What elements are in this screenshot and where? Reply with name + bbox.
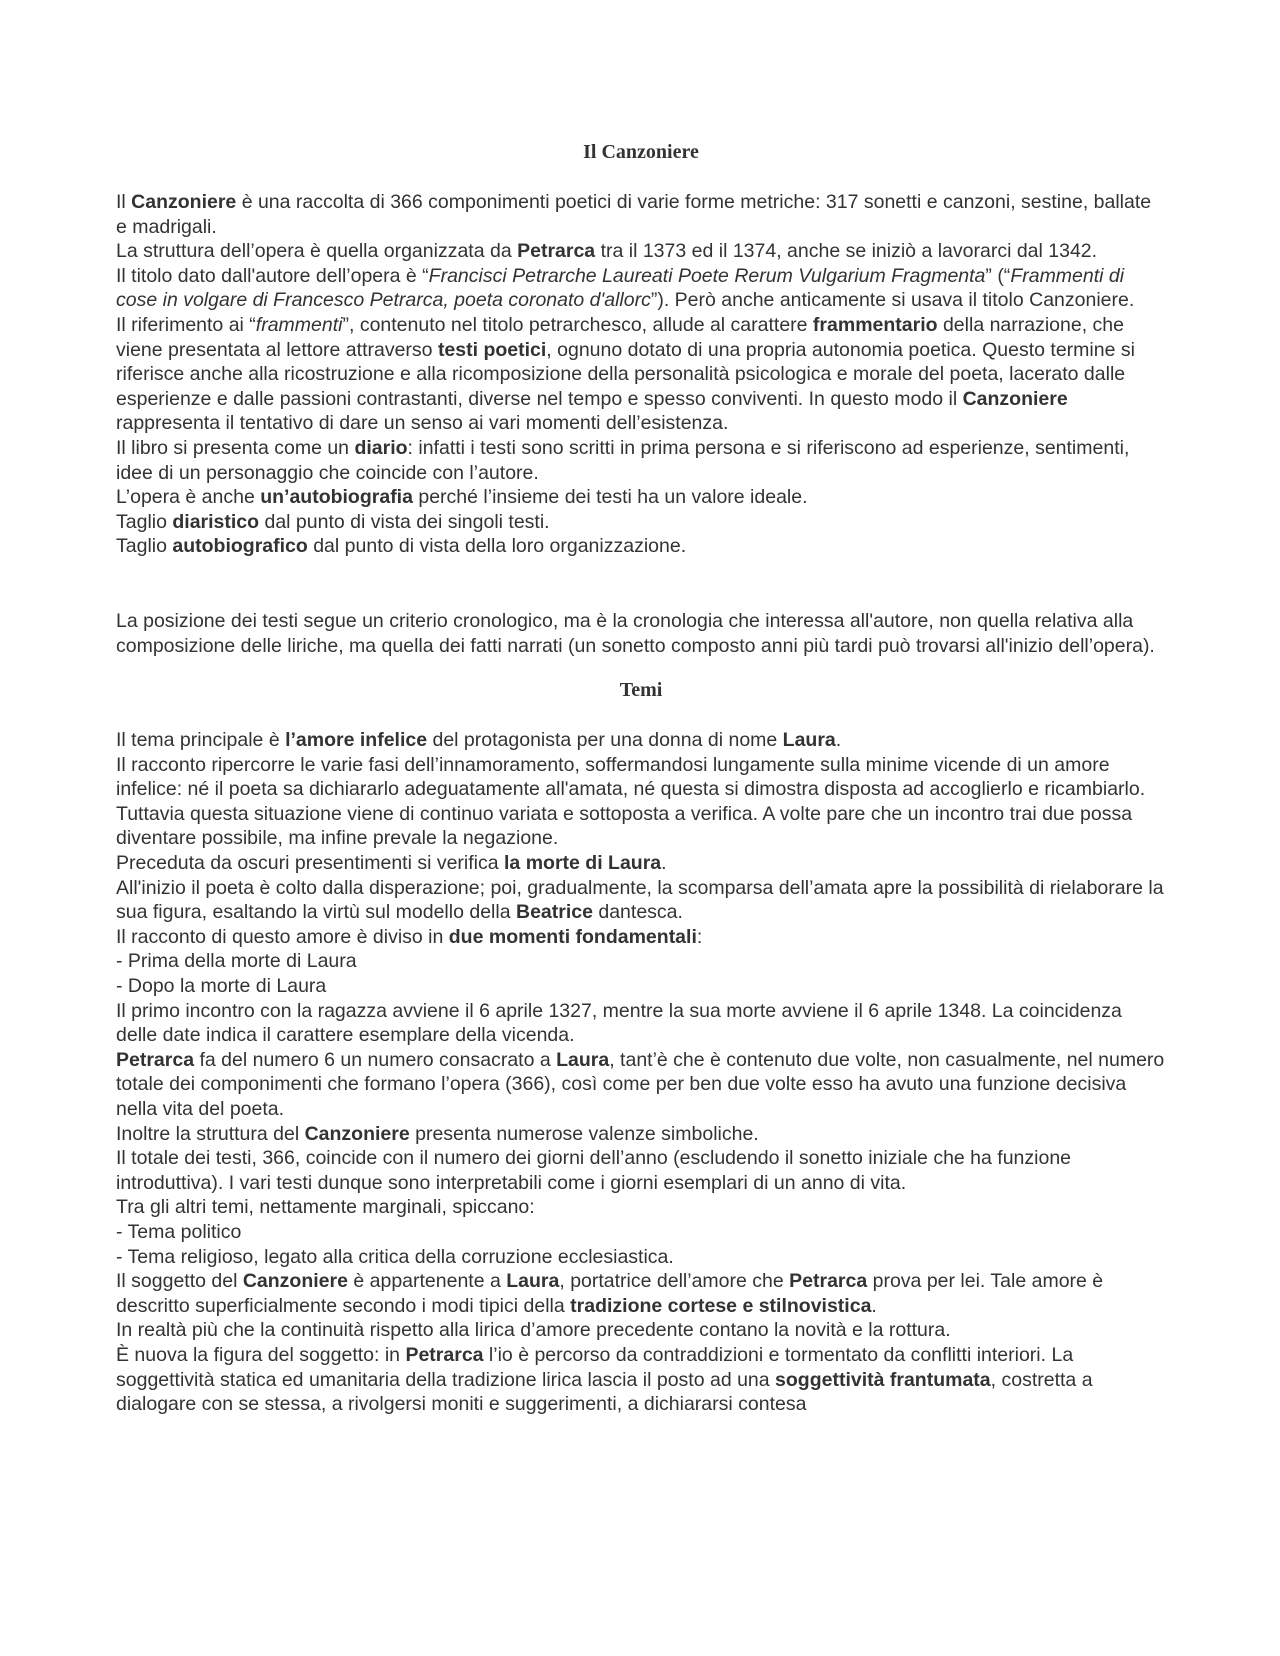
spacer [116, 559, 1166, 609]
text-run: Il racconto di questo amore è diviso in [116, 925, 449, 948]
paragraph [116, 999, 1166, 1048]
text-run: Il tema principale è [116, 729, 286, 752]
text-run: ”, contenuto nel titolo petrarchesco, allude al carattere [342, 313, 813, 336]
text-run: - Dopo la morte di Laura [116, 975, 327, 998]
paragraph [116, 1269, 1166, 1318]
text-run: : infatti i testi sono scritti in prima persona e si riferiscono ad esperienze, sentimenti, idee di un personaggio che coincide con l’autore. [116, 436, 1130, 484]
paragraph [116, 510, 1166, 535]
bold-text: Petrarca [789, 1270, 868, 1293]
text-run: L’opera è anche [116, 486, 261, 509]
italic-text: Francisci Petrarche Laureati Poete Rerum Vulgarium Fragmenta [428, 264, 986, 287]
text-run: dantesca. [592, 901, 683, 924]
text-run: , ognuno dotato di una propria autonomia poetica. Questo termine si riferisce anche alla ricostruzione e alla ricomposizione della personalità psicologica e morale del poeta, lacerato dalle esperienze e dalle passioni contrastanti, diverse nel tempo e spesso conviventi. In questo modo il [116, 338, 1135, 410]
bold-text: Laura [506, 1270, 560, 1293]
text-run: presenta numerose valenze simboliche. [409, 1122, 759, 1145]
text-run: . [835, 729, 842, 752]
paragraph [116, 534, 1166, 559]
text-run: ” (“ [985, 264, 1011, 287]
text-run: dal punto di vista dei singoli testi. [259, 510, 550, 533]
bold-text: autobiografico [172, 535, 308, 558]
text-run: prova per lei. Tale amore è descritto superficialmente secondo i modi tipici della [116, 1270, 1104, 1317]
paragraph [116, 1195, 1166, 1220]
paragraph [116, 485, 1166, 510]
bold-text: diaristico [172, 510, 260, 533]
bold-text: soggettività frantumata [775, 1368, 991, 1391]
italic-text: frammenti [255, 313, 343, 336]
text-run: tra il 1373 ed il 1374, anche se iniziò a lavorarci dal 1342. [595, 240, 1098, 263]
bold-text: l’amore infelice [285, 729, 428, 752]
paragraph [116, 974, 1166, 999]
bold-text: tradizione cortese e stilnovistica [570, 1294, 872, 1317]
text-run: Il soggetto del [116, 1270, 243, 1293]
bold-text: Canzoniere [242, 1270, 348, 1293]
section-intro [116, 190, 1166, 559]
bold-text: Canzoniere [304, 1122, 410, 1145]
text-run: , tant’è che è contenuto due volte, non casualmente, nel numero totale dei componimenti che formano l’opera (366), così come per ben due volte esso ha avuto una funzione decisiva nella vita del poeta. [116, 1048, 1165, 1120]
document-page [116, 140, 1166, 1417]
text-run: perché l’insieme dei testi ha un valore ideale. [412, 486, 808, 509]
text-run: Il [116, 191, 132, 213]
paragraph [116, 1318, 1166, 1343]
bold-text: Canzoniere [962, 387, 1068, 410]
text-run: All'inizio il poeta è colto dalla disperazione; poi, gradualmente, la scomparsa dell’amata apre la possibilità di rielaborare la sua figura, esaltando la virtù sul modello della [116, 876, 1164, 924]
bold-text: Petrarca [405, 1343, 484, 1366]
text-run: Il totale dei testi, 366, coincide con il numero dei giorni dell’anno (escludendo il sonetto iniziale che ha funzione introduttiva). I vari testi dunque sono interpretabili come i giorni esemplari di un anno di vita. [116, 1147, 1072, 1194]
paragraph [116, 851, 1166, 876]
paragraph [116, 1220, 1166, 1245]
bold-text: Laura [782, 729, 836, 752]
paragraph [116, 436, 1166, 485]
text-run: Il libro si presenta come un [116, 436, 355, 459]
paragraph [116, 925, 1166, 950]
paragraph [116, 949, 1166, 974]
paragraph [116, 239, 1166, 264]
text-run: . [661, 852, 667, 875]
paragraph [116, 753, 1166, 851]
paragraph [116, 1245, 1166, 1270]
text-run: Inoltre la struttura del [116, 1122, 305, 1145]
paragraph [116, 190, 1166, 239]
paragraph [116, 728, 1166, 753]
text-run: Il riferimento ai “ [116, 313, 256, 336]
text-run: fa del numero 6 un numero consacrato a [194, 1048, 557, 1071]
section-temi [116, 728, 1166, 1417]
text-run: È nuova la figura del soggetto: in [116, 1343, 406, 1366]
text-run: Tra gli altri temi, nettamente marginali, spiccano: [116, 1196, 535, 1219]
text-run: Taglio [116, 510, 173, 533]
text-run: . [871, 1294, 877, 1317]
text-run: , costretta a dialogare con se stessa, a rivolgersi moniti e suggerimenti, a dichiararsi contesa [116, 1368, 1093, 1416]
bold-text: diario [354, 436, 408, 459]
text-run: - Prima della morte di Laura [116, 950, 357, 973]
text-run: - Tema politico [116, 1220, 242, 1243]
text-run: è appartenente a [347, 1270, 507, 1293]
bold-text: la morte di Laura [504, 852, 662, 875]
paragraph [116, 1048, 1166, 1122]
text-run: - Tema religioso, legato alla critica della corruzione ecclesiastica. [116, 1245, 674, 1268]
text-run: , portatrice dell’amore che [559, 1270, 790, 1293]
text-run: Taglio [116, 535, 173, 558]
text-run: Il racconto ripercorre le varie fasi dell’innamoramento, soffermandosi lungamente sulla minime vicende di un amore infelice: né il poeta sa dichiararlo adeguatamente all'amata, né questa si dimostra disposta ad accoglierlo e ricambiarlo. Tuttavia questa situazione viene di continuo variata e sottoposta a verifica. A volte pare che un incontro trai due possa diventare possibile, ma infine prevale la negazione. [116, 753, 1146, 850]
text-run: rappresenta il tentativo di dare un senso ai vari momenti dell’esistenza. [116, 412, 729, 435]
text-run: ”). Però anche anticamente si usava il titolo Canzoniere. [650, 289, 1135, 312]
italic-text: Frammenti di cose in volgare di Francesco Petrarca, poeta coronato d'allorc [116, 264, 1125, 312]
bold-text: due momenti fondamentali [448, 925, 697, 948]
text-run: La struttura dell’opera è quella organizzata da [116, 240, 518, 263]
bold-text: testi poetici [437, 338, 547, 361]
bold-text: un’autobiografia [260, 486, 413, 509]
text-run: Preceduta da oscuri presentimenti si verifica [116, 852, 505, 875]
bold-text: Petrarca [116, 1048, 195, 1071]
paragraph [116, 313, 1166, 436]
text-run: : [696, 925, 703, 948]
section-title-temi: Temi [619, 679, 663, 702]
bold-text: Beatrice [515, 901, 593, 924]
paragraph [116, 609, 1166, 658]
paragraph [116, 876, 1166, 925]
text-run: Il titolo dato dall'autore dell’opera è “ [116, 264, 429, 287]
bold-text: Laura [556, 1048, 610, 1071]
text-run: La posizione dei testi segue un criterio cronologico, ma è la cronologia che interessa all'autore, non quella relativa alla composizione delle liriche, ma quella dei fatti narrati (un sonetto composto anni più tardi può trovarsi all'inizio dell’opera). [116, 609, 1155, 657]
text-run: della narrazione, che viene presentata al lettore attraverso [116, 313, 1124, 361]
text-run: l’io è percorso da contraddizioni e tormentato da conflitti interiori. La soggettività statica ed umanitaria della tradizione lirica lascia il posto ad una [116, 1343, 1074, 1391]
text-run: è una raccolta di 366 componimenti poetici di varie forme metriche: 317 sonetti e canzoni, sestine, ballate e madrigali. [116, 191, 1152, 238]
bold-text: Petrarca [517, 240, 596, 263]
bold-text: Canzoniere [131, 191, 237, 213]
text-run: In realtà più che la continuità rispetto alla lirica d’amore precedente contano la novità e la rottura. [116, 1319, 951, 1342]
text-run: del protagonista per una donna di nome [427, 729, 783, 752]
paragraph [116, 1343, 1166, 1417]
document-title: Il Canzoniere [583, 141, 699, 163]
text-run: dal punto di vista della loro organizzazione. [307, 535, 687, 558]
text-run: Il primo incontro con la ragazza avviene il 6 aprile 1327, mentre la sua morte avviene il 6 aprile 1348. La coincidenza delle date indica il carattere esemplare della vicenda. [116, 999, 1122, 1047]
paragraph [116, 1146, 1166, 1195]
bold-text: frammentario [812, 313, 938, 336]
section-chronology [116, 609, 1166, 658]
paragraph [116, 1122, 1166, 1147]
paragraph [116, 264, 1166, 313]
